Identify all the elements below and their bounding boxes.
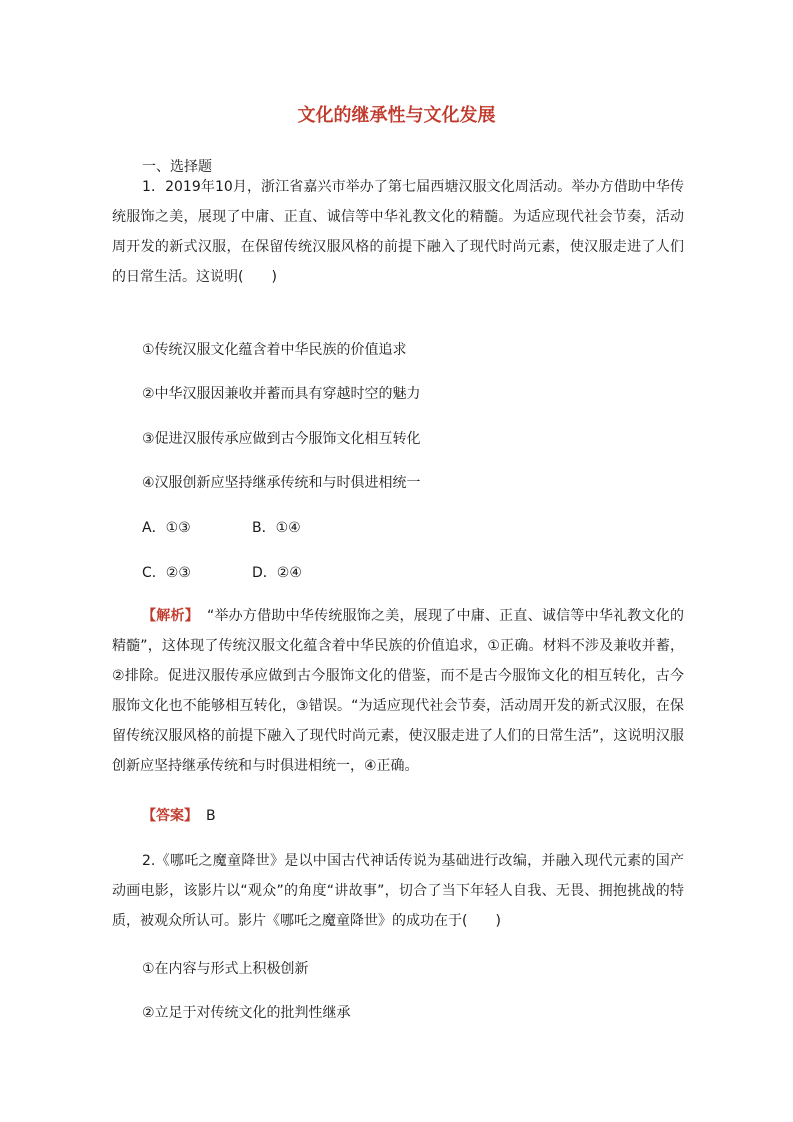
answer-tag: 【答案】 — [142, 808, 198, 824]
q1-option-b: B．①④ — [252, 520, 301, 536]
answer-value: B — [206, 808, 216, 824]
q1-answer — [142, 806, 216, 826]
question-1-stem: 1．2019年10月，浙江省嘉兴市举办了第七届西塘汉服文化周活动。举办方借助中华传统服饰之美，展现了中庸、正直、诚信等中华礼教文化的精髓。为适应现代社会节奏，活动周开发的新式汉服，在保留传统汉服风格的前提下融入了现代时尚元素，使汉服走进了人们的日常生活。这说明( ) — [112, 179, 684, 285]
analysis-tag: 【解析】 — [142, 608, 199, 624]
analysis-text: “举办方借助中华传统服饰之美，展现了中庸、正直、诚信等中华礼教文化的精髓”，这体现了传统汉服文化蕴含着中华民族的价值追求，①正确。材料不涉及兼收并蓄，②排除。促进汉服传承应做到古今服饰文化的借鉴，而不是古今服饰文化的相互转化，古今服饰文化也不能够相互转化，③错误。“为适应现代社会节奏，活动周开发的新式汉服，在保留传统汉服风格的前提下融入了现代时尚元素，使汉服走进了人们的日常生活”，这说明汉服创新应坚持继承传统和与时俱进相统一，④正确。 — [112, 608, 684, 774]
q1-statement-4: ④汉服创新应坚持继承传统和与时俱进相统一 — [142, 475, 421, 491]
q1-statement-1: ①传统汉服文化蕴含着中华民族的价值追求 — [142, 342, 407, 358]
section-heading: 一、选择题 — [142, 159, 212, 175]
q1-statement-2: ②中华汉服因兼收并蓄而具有穿越时空的魅力 — [142, 386, 421, 402]
q1-option-d: D．②④ — [252, 565, 302, 581]
q1-option-a: A．①③ — [142, 520, 191, 536]
q1-option-c: C．②③ — [142, 565, 191, 581]
q1-statement-3: ③促进汉服传承应做到古今服饰文化相互转化 — [142, 431, 421, 447]
q2-statement-1: ①在内容与形式上积极创新 — [142, 961, 309, 977]
q2-statement-2: ②立足于对传统文化的批判性继承 — [142, 1005, 351, 1021]
document-title: 文化的继承性与文化发展 — [297, 105, 496, 126]
q1-analysis — [112, 601, 684, 781]
question-2-stem: 2.《哪吒之魔童降世》是以中国古代神话传说为基础进行改编，并融入现代元素的国产动画电影，该影片以“观众”的角度“讲故事”，切合了当下年轻人自我、无畏、拥抱挑战的特质，被观众所认可。影片《哪吒之魔童降世》的成功在于( ) — [112, 853, 684, 929]
